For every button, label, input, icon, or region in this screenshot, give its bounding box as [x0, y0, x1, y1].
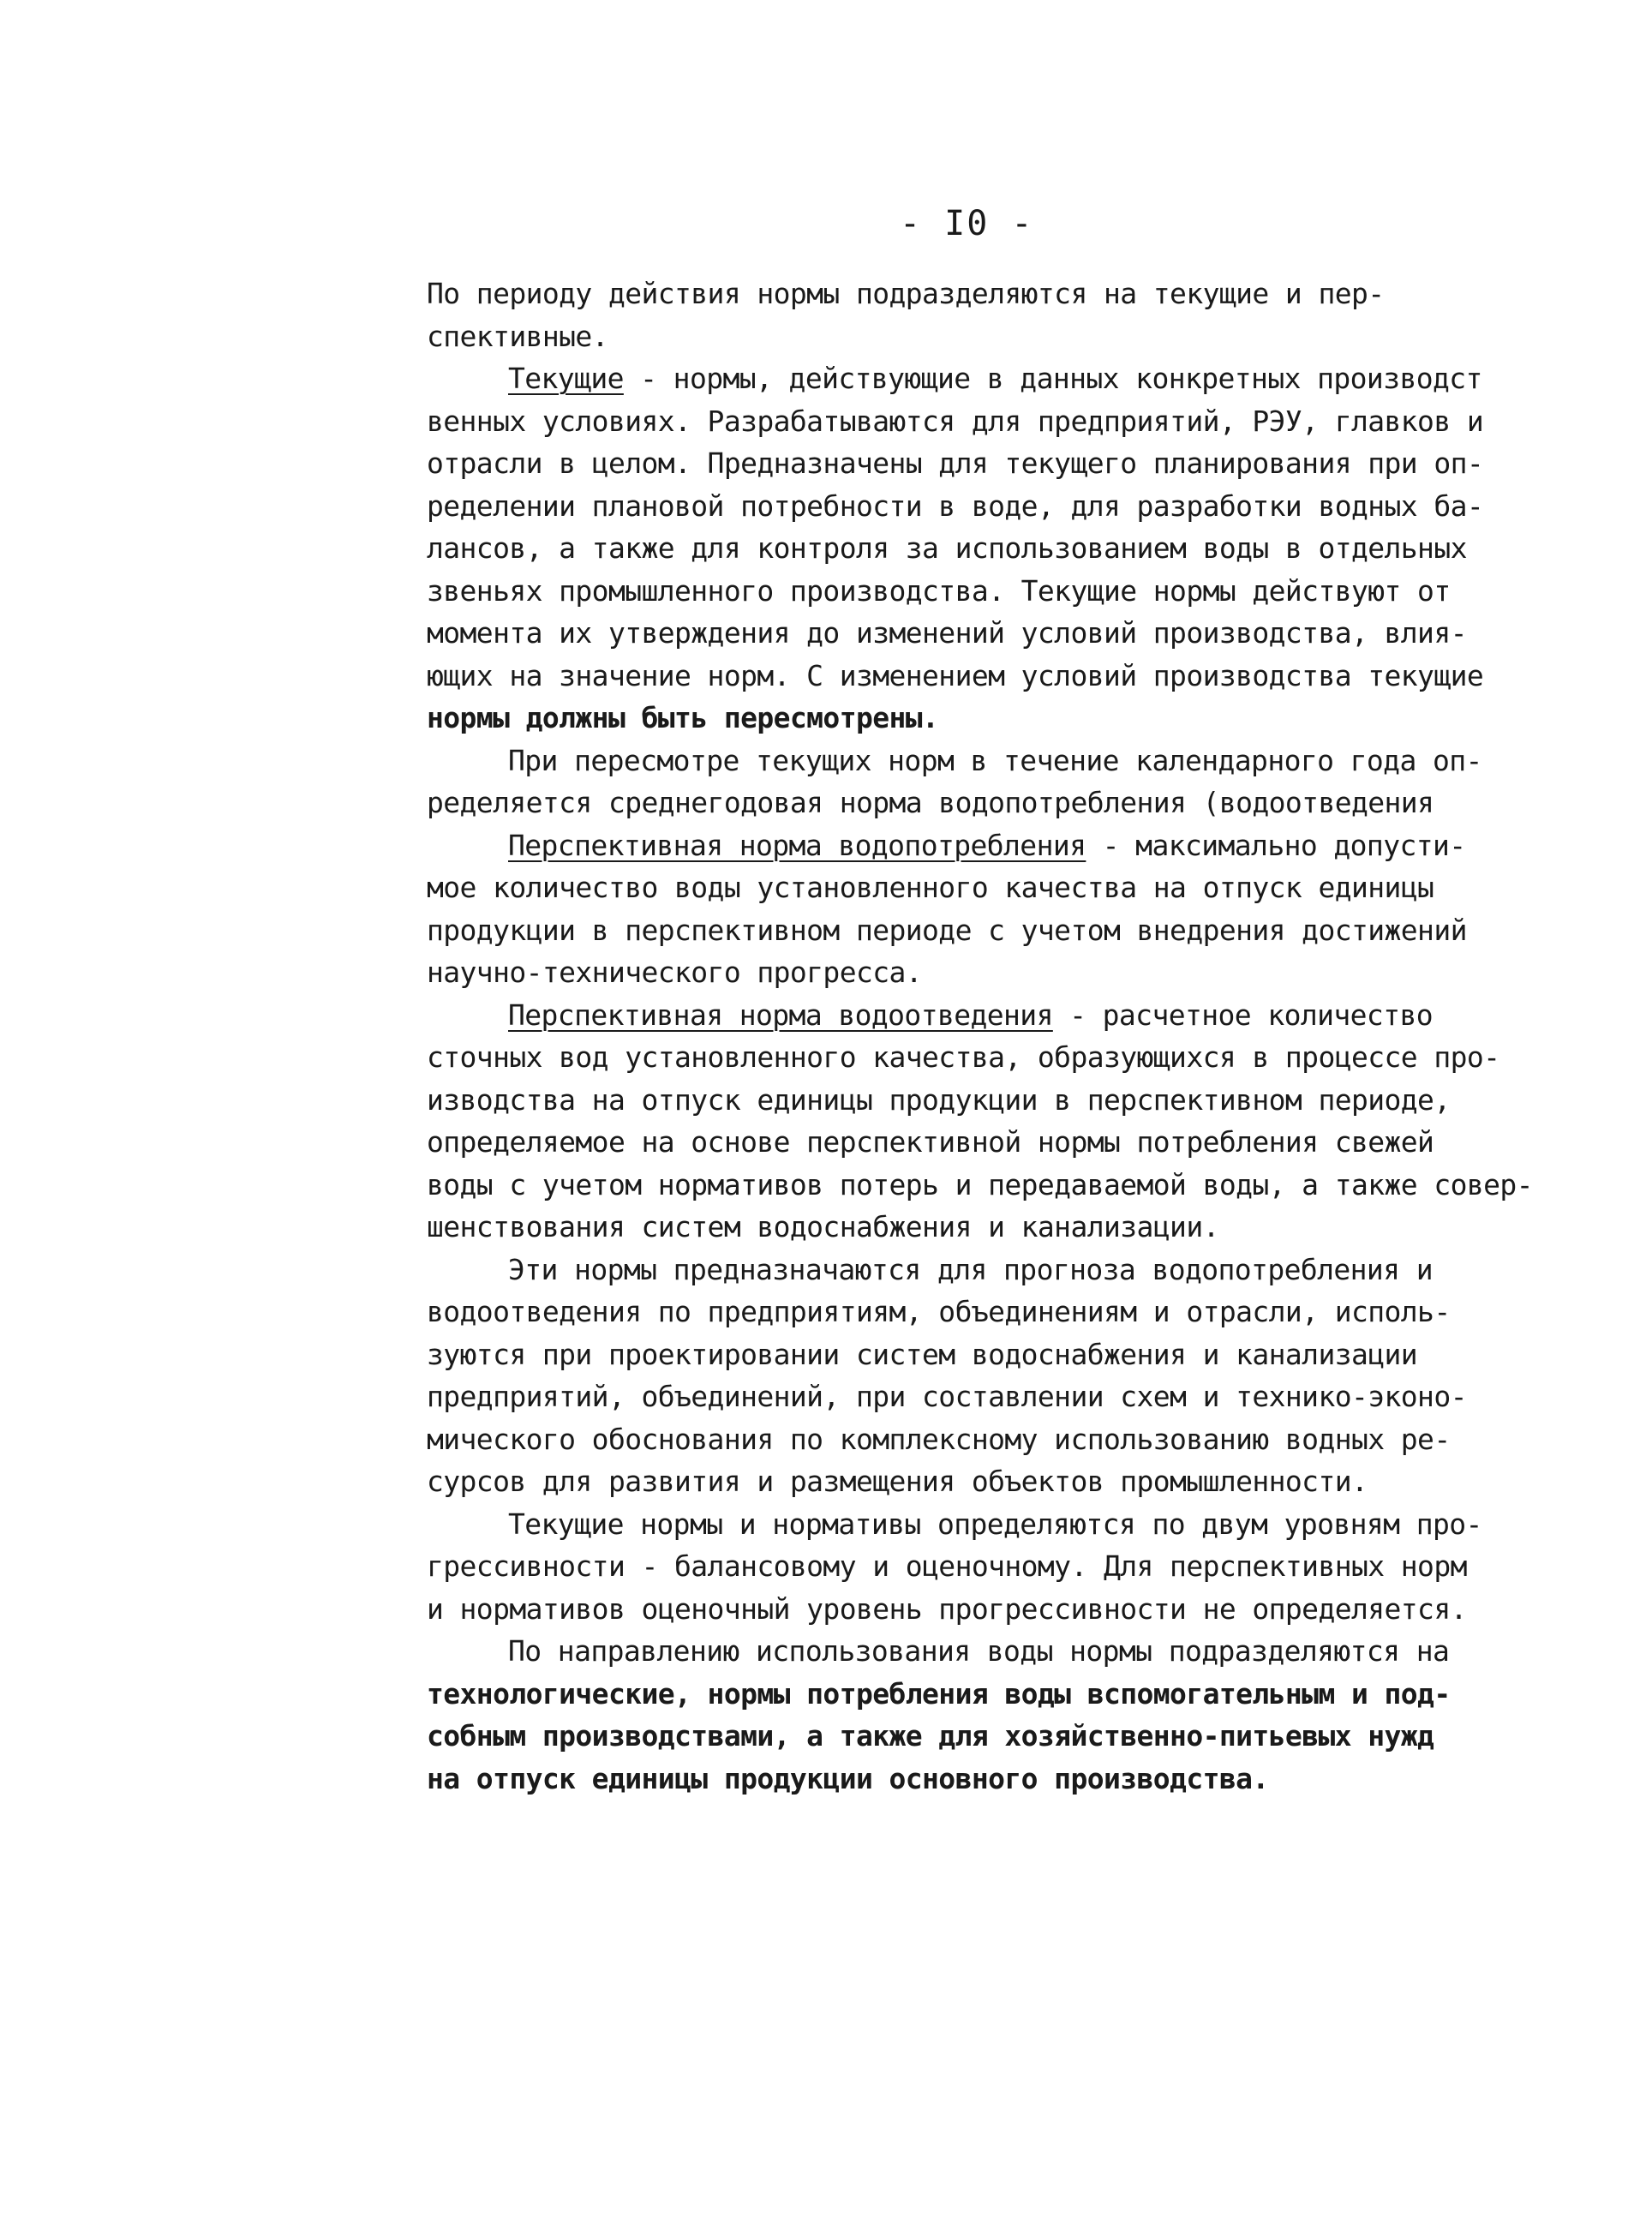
text-line: Текущие нормы и нормативы определяются по двум уровням про-	[508, 1507, 1482, 1541]
underlined-term: Текущие	[508, 362, 624, 395]
text-line: мое количество воды установленного качества на отпуск единицы	[427, 871, 1434, 904]
text-line: Перспективная норма водоотведения - расчетное количество	[508, 998, 1434, 1032]
text-line: Текущие - нормы, действующие в данных конкретных производст	[508, 362, 1482, 395]
text-line: технологические, нормы потребления воды вспомогательным и под-	[427, 1676, 1451, 1711]
text-line: Перспективная норма водопотребления - максимально допусти-	[508, 828, 1466, 862]
text-line: научно-технического прогресса.	[427, 956, 923, 989]
body-text	[427, 273, 1541, 1800]
text-line: сурсов для развития и размещения объектов промышленности.	[427, 1465, 1368, 1498]
page-number: - I0 -	[900, 204, 1034, 243]
text-line: ющих на значение норм. С изменением условий производства текущие	[427, 658, 1484, 692]
underlined-term: Перспективная норма водоотведения	[508, 998, 1053, 1032]
text-line: и нормативов оценочный уровень прогрессивности не определяется.	[427, 1591, 1467, 1626]
text-line: ределяется среднегодовая норма водопотребления (водоотведения	[427, 786, 1434, 819]
text-line: отрасли в целом. Предназначены для текущего планирования при оп-	[427, 446, 1484, 480]
text-line: нормы должны быть пересмотрены.	[427, 701, 939, 734]
text-line: момента их утверждения до изменений условий производства, влия-	[427, 616, 1467, 650]
underlined-term: Перспективная норма водопотребления	[508, 828, 1086, 862]
text-line: изводства на отпуск единицы продукции в перспективном периоде,	[427, 1082, 1451, 1117]
text-line: собным производствами, а также для хозяйственно-питьевых нужд	[427, 1719, 1434, 1753]
text-line: на отпуск единицы продукции основного производства.	[427, 1761, 1269, 1795]
text-line: определяемое на основе перспективной нормы потребления свежей	[427, 1125, 1434, 1159]
text-line: звеньях промышленного производства. Текущие нормы действуют от	[427, 573, 1451, 608]
text-line: Эти нормы предназначаются для прогноза водопотребления и	[508, 1252, 1433, 1286]
text-line: водоотведения по предприятиям, объединениям и отрасли, исполь-	[427, 1295, 1451, 1328]
text-line: грессивности - балансовому и оценочному. Для перспективных норм	[427, 1549, 1467, 1583]
text-line: зуются при проектировании систем водоснабжения и канализации	[427, 1337, 1418, 1371]
text-line: сточных вод установленного качества, образующихся в процессе про-	[427, 1040, 1500, 1074]
text-line: По направлению использования воды нормы подразделяются на	[508, 1634, 1450, 1668]
text-line: спективные.	[427, 319, 608, 353]
text-line: лансов, а также для контроля за использованием воды в отдельных	[427, 531, 1467, 565]
text-line: продукции в перспективном периоде с учетом внедрения достижений	[427, 913, 1467, 947]
text-line: По периоду действия нормы подразделяются на текущие и пер-	[427, 277, 1385, 310]
text-line: воды с учетом нормативов потерь и передаваемой воды, а также совер-	[427, 1167, 1533, 1201]
text-line: ределении плановой потребности в воде, для разработки водных ба-	[427, 488, 1484, 523]
text-line: мического обоснования по комплексному использованию водных ре-	[427, 1422, 1451, 1456]
text-line: предприятий, объединений, при составлении схем и технико-эконо-	[427, 1380, 1467, 1413]
text-line: шенствования систем водоснабжения и канализации.	[427, 1210, 1219, 1243]
text-line: При пересмотре текущих норм в течение календарного года оп-	[508, 743, 1482, 777]
text-line: венных условиях. Разрабатываются для предприятий, РЭУ, главков и	[427, 404, 1484, 438]
